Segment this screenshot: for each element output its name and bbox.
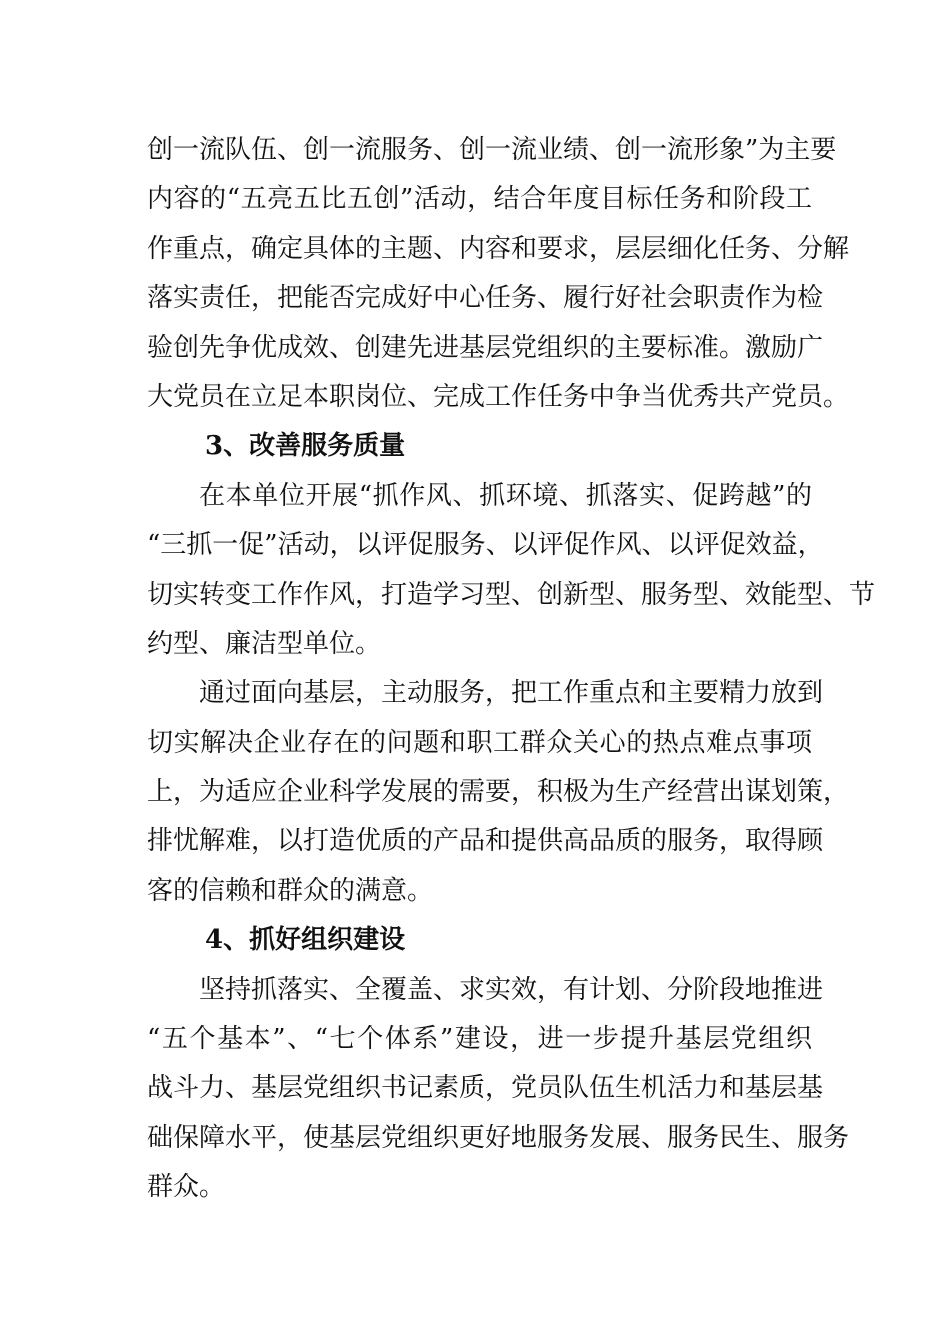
paragraph-line: 坚持抓落实、全覆盖、求实效，有计划、分阶段地推进 [199,974,824,1005]
paragraph-line: 通过面向基层，主动服务，把工作重点和主要精力放到 [199,678,824,709]
paragraph-line: 大党员在立足本职岗位、完成工作任务中争当优秀共产党员。 [147,381,850,412]
paragraph-line: 切实解决企业存在的问题和职工群众关心的热点难点事项 [147,727,812,758]
paragraph-line: 验创先争优成效、创建先进基层党组织的主要标准。激励广 [147,332,824,363]
paragraph-line: 约型、廉洁型单位。 [147,628,382,659]
paragraph-line: 内容的“五亮五比五创”活动，结合年度目标任务和阶段工 [147,184,812,215]
document-body [147,126,876,1213]
paragraph-line: 落实责任，把能否完成好中心任务、履行好社会职责作为检 [147,283,824,314]
paragraph-line: “五个基本”、“七个体系”建设，进一步提升基层党组织 [147,1024,812,1055]
paragraph-line: 在本单位开展“抓作风、抓环境、抓落实、促跨越”的 [199,480,812,511]
paragraph-line: 创一流队伍、创一流服务、创一流业绩、创一流形象”为主要 [147,135,837,165]
paragraph-line: 础保障水平，使基层党组织更好地服务发展、服务民生、服务 [147,1122,850,1153]
paragraph-line: 群众。 [147,1172,226,1203]
paragraph-line: 排忧解难，以打造优质的产品和提供高品质的服务，取得顾 [147,826,824,857]
section-heading-4: 4、抓好组织建设 [205,925,406,956]
paragraph-line: 切实转变工作作风，打造学习型、创新型、服务型、效能型、节 [147,579,876,610]
paragraph-line: 作重点，确定具体的主题、内容和要求，层层细化任务、分解 [147,233,850,264]
paragraph-line: “三抓一促”活动，以评促服务、以评促作风、以评促效益， [147,530,824,561]
paragraph-line: 客的信赖和群众的满意。 [147,875,434,906]
paragraph-line: 战斗力、基层党组织书记素质，党员队伍生机活力和基层基 [147,1073,824,1104]
section-heading-3: 3、改善服务质量 [205,431,406,462]
paragraph-line: 上，为适应企业科学发展的需要，积极为生产经营出谋划策， [147,777,850,808]
